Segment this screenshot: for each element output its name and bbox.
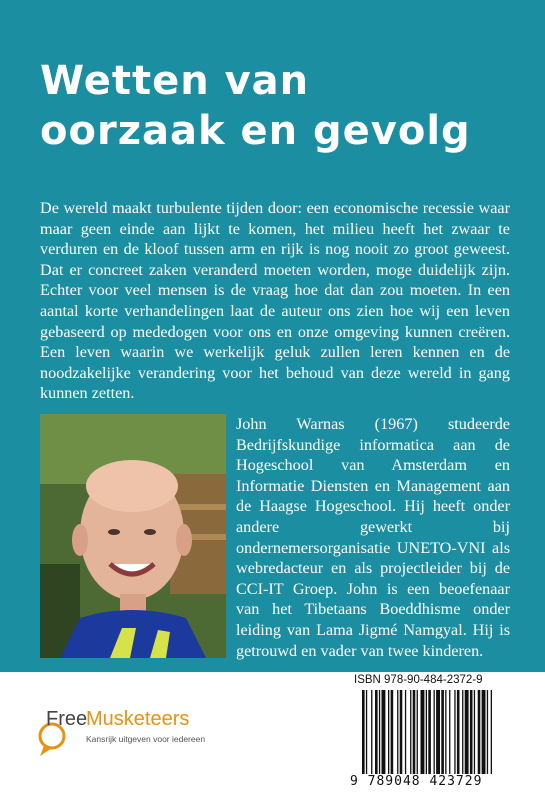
ean-number: 9 789048 423729 — [350, 774, 483, 789]
title-line-1: Wetten van — [40, 58, 310, 104]
logo-word-free: Free — [46, 708, 88, 730]
isbn-label: ISBN 978-90-484-2372-9 — [354, 674, 483, 686]
publisher-logo — [38, 700, 238, 762]
author-bio: John Warnas (1967) studeerde Bedrijfskundige informatica aan de Hogeschool van Amsterdam en Informatie Diensten en Management aan de Haagse Hogeschool. Hij heeft onder andere gewerkt bij ondernemersorganisatie UNETO-VNI als webredacteur en als projectleider bij de CCI-IT Groep. John is een beoefenaar van het Tibetaans Boeddhisme onder leiding van Lama Jigmé Namgyal. Hij is getrouwd en vader van twee kinderen. — [236, 415, 510, 660]
author-photo — [40, 414, 226, 658]
book-blurb: De wereld maakt turbulente tijden door: een economische recessie waar maar geen einde aan lijkt te komen, het milieu heeft het zwaar te verduren en de kloof tussen arm en rijk is nog nooit zo groot geweest. Dat er concreet zaken veranderd moeten worden, moge duidelijk zijn. Echter voor veel mensen is de vraag hoe dat dan zou moeten. In een aantal korte verhandelingen laat de auteur ons zien hoe wij een leven gebaseerd op mededogen voor ons en onze omgeving kunnen creëren. Een leven waarin we werkelijk geluk zullen leren kennen en de noodzakelijke verandering voor het behoud van deze wereld in gang kunnen zetten. — [40, 199, 510, 403]
barcode-area — [350, 672, 532, 792]
book-title — [40, 56, 510, 156]
logo-tagline: Kansrijk uitgeven voor iedereen — [86, 734, 206, 744]
title-line-2: oorzaak en gevolg — [40, 108, 471, 154]
barcode-icon — [350, 690, 532, 778]
logo-word-musketeers: Musketeers — [86, 708, 190, 730]
